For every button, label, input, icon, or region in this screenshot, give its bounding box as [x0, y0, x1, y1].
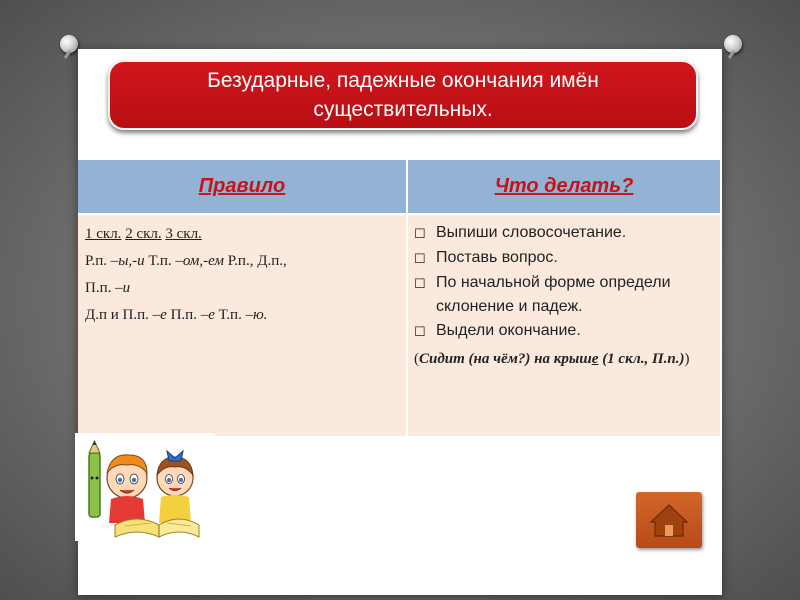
- children-reading-illustration: [75, 433, 215, 541]
- example-paren: ): [684, 351, 690, 367]
- case-text: П.п.: [85, 280, 116, 296]
- declension-line: [85, 221, 406, 248]
- case-text: Р.п., Д.п.,: [223, 253, 287, 269]
- decl2-label: 2 скл.: [125, 226, 162, 242]
- example-phrase: Сидит (на чём?) на крыш: [419, 351, 592, 367]
- children-illustration-svg: [75, 433, 215, 541]
- step-item: [414, 246, 716, 271]
- home-button[interactable]: [636, 492, 702, 548]
- ending-text: –ю.: [245, 307, 268, 323]
- header-rule-label: Правило: [198, 175, 286, 197]
- case-text: Р.п.: [85, 253, 111, 269]
- rule-line-3: [85, 275, 406, 302]
- header-action-label: Что делать?: [494, 175, 634, 197]
- case-text: Д.п и П.п.: [85, 307, 153, 323]
- slide-title-text: Безударные, падежные окончания имён существительных.: [207, 69, 599, 121]
- checkbox-bullet-icon: ☐: [414, 324, 426, 339]
- rule-cell: [78, 215, 406, 436]
- example-case: (1 скл., П.п.): [598, 351, 685, 367]
- example-text: [414, 346, 716, 372]
- case-text: Т.п.: [214, 307, 246, 323]
- step-text: Выпиши словосочетание.: [436, 224, 627, 241]
- slide-title: [108, 60, 698, 130]
- header-rule: [78, 160, 406, 213]
- step-text: Поставь вопрос.: [436, 249, 558, 266]
- example-ending: е: [591, 351, 599, 367]
- step-item: [414, 319, 716, 344]
- checkbox-bullet-icon: ☐: [414, 251, 426, 266]
- ending-text: –ы,-и: [110, 253, 145, 269]
- step-item: [414, 271, 716, 319]
- pushpin-top-left-icon: [60, 35, 78, 53]
- checkbox-bullet-icon: ☐: [414, 276, 426, 291]
- case-text: Т.п.: [144, 253, 176, 269]
- example-paren: (: [414, 351, 419, 367]
- step-item: [414, 221, 716, 246]
- decl1-label: 1 скл.: [85, 226, 122, 242]
- action-cell: [408, 215, 720, 436]
- ending-text: –е: [152, 307, 167, 323]
- ending-text: –и: [115, 280, 131, 296]
- case-text: П.п.: [166, 307, 201, 323]
- home-icon: [636, 492, 702, 548]
- ending-text: –е: [200, 307, 215, 323]
- rules-table: [78, 160, 720, 436]
- step-text: По начальной форме определи склонение и падеж.: [436, 274, 671, 315]
- step-text: Выдели окончание.: [436, 322, 581, 339]
- ending-text: –ом,-ем: [175, 253, 224, 269]
- header-action: [408, 160, 720, 213]
- pushpin-top-right-icon: [724, 35, 742, 53]
- decl3-label: 3 скл.: [165, 226, 202, 242]
- rule-line-4: [85, 302, 406, 329]
- checkbox-bullet-icon: ☐: [414, 226, 426, 241]
- rule-line-2: [85, 248, 406, 275]
